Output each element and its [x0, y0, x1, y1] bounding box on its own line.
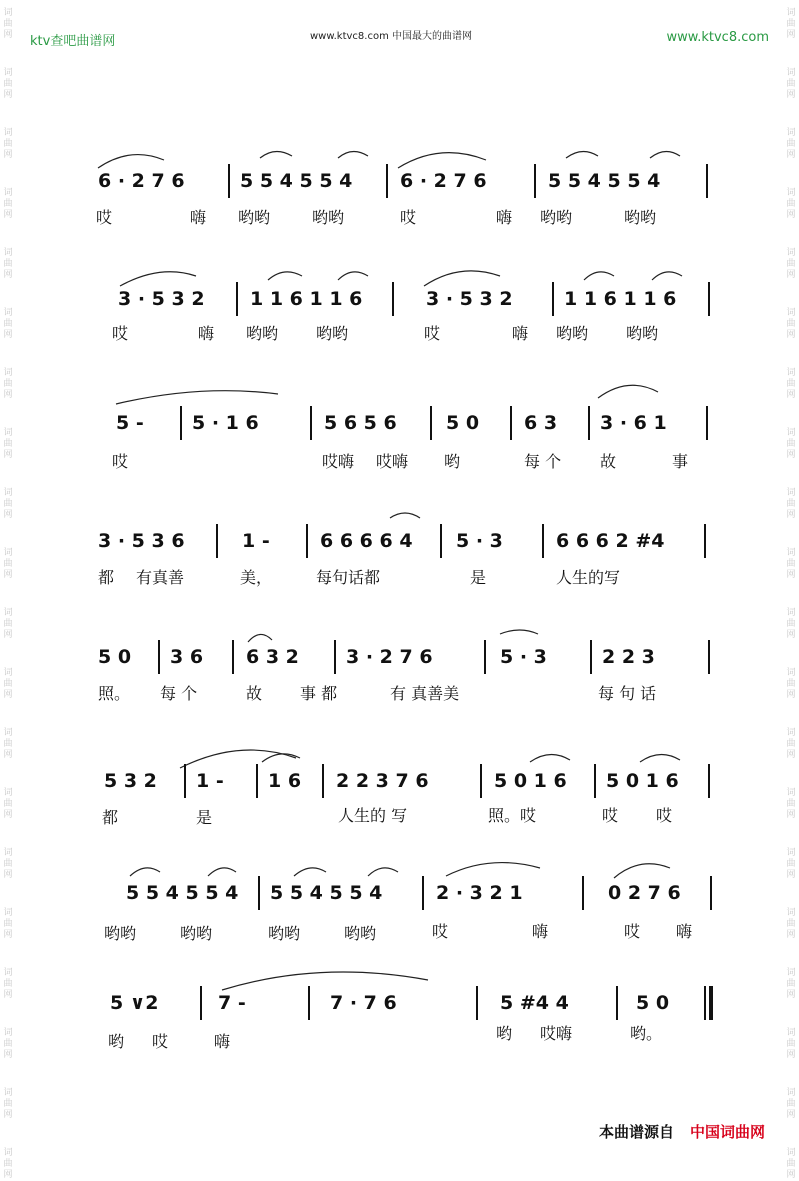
notes-3-m5: 6 3: [524, 412, 558, 434]
lyric: 嗨: [512, 324, 529, 343]
lyric: 每 个: [160, 684, 198, 703]
side-watermark-text: 词 曲 网: [786, 1088, 796, 1120]
barline: [422, 876, 424, 910]
lyric: 故: [600, 452, 617, 471]
barline: [158, 640, 160, 674]
side-watermark-text: 词 曲 网: [3, 128, 13, 160]
lyric: 哎嗨: [322, 452, 355, 471]
lyric: 是: [196, 808, 213, 827]
notes-5-m2: 3 6: [170, 646, 204, 668]
barline: [542, 524, 544, 558]
notes-1-m2: 5 5 4 5 5 4: [240, 170, 353, 192]
lyric: 哎: [96, 208, 113, 227]
side-watermark-text: 词 曲 网: [3, 908, 13, 940]
barline: [216, 524, 218, 558]
notes-3-m6: 3 · 6 1: [600, 412, 667, 434]
lyric: 哟哟: [312, 208, 345, 227]
barline: [334, 640, 336, 674]
notes-2-m1: 3 · 5 3 2: [118, 288, 205, 310]
lyric: 嗨: [190, 208, 207, 227]
side-watermark-text: 词 曲 网: [3, 248, 13, 280]
lyric: 哎: [602, 806, 619, 825]
barline: [308, 986, 310, 1020]
notes-7-m4: 0 2 7 6: [608, 882, 681, 904]
lyric: 嗨: [532, 922, 549, 941]
notes-4-m4: 5 · 3: [456, 530, 503, 552]
header-site-url-right[interactable]: www.ktvc8.com: [666, 30, 769, 45]
lyric: 哟哟: [246, 324, 279, 343]
notes-5-m3: 6 3 2: [246, 646, 299, 668]
barline: [392, 282, 394, 316]
lyric: 都: [98, 568, 115, 587]
footer-source-link[interactable]: 中国词曲网: [689, 1123, 765, 1141]
lyric: 事 都: [300, 684, 338, 703]
side-watermark-text: 词 曲 网: [3, 1028, 13, 1060]
barline: [180, 406, 182, 440]
barline: [710, 876, 712, 910]
barline: [594, 764, 596, 798]
lyric: 每 个: [524, 452, 562, 471]
notes-2-m2: 1 1 6 1 1 6: [250, 288, 363, 310]
lyric: 哎: [424, 324, 441, 343]
lyric: 哟哟: [556, 324, 589, 343]
side-watermark-text: 词 曲 网: [786, 188, 796, 220]
notes-5-m4: 3 · 2 7 6: [346, 646, 433, 668]
barline: [552, 282, 554, 316]
notes-5-m1: 5 0: [98, 646, 132, 668]
notes-8-m3: 7 · 7 6: [330, 992, 397, 1014]
barline: [706, 406, 708, 440]
barline: [184, 764, 186, 798]
side-watermark-text: 词 曲 网: [786, 1148, 796, 1180]
header-site-name-left[interactable]: ktv查吧曲谱网: [30, 34, 116, 49]
footer-source: [599, 1121, 765, 1142]
notes-6-m3: 1 6: [268, 770, 302, 792]
side-watermark-text: 词 曲 网: [786, 308, 796, 340]
lyric: 哟: [444, 452, 461, 471]
barline: [590, 640, 592, 674]
lyric: 美，: [240, 568, 273, 587]
side-watermark-text: 词 曲 网: [786, 608, 796, 640]
notes-4-m2: 1 -: [242, 530, 270, 552]
notes-8-m2: 7 -: [218, 992, 246, 1014]
barline: [386, 164, 388, 198]
barline: [236, 282, 238, 316]
notes-6-m5: 5 0 1 6: [494, 770, 567, 792]
barline: [228, 164, 230, 198]
side-watermark-text: 词 曲 网: [786, 428, 796, 460]
lyric: 哎: [112, 324, 129, 343]
lyric: 嗨: [676, 922, 693, 941]
side-watermark-text: 词 曲 网: [786, 8, 796, 40]
side-watermark-text: 词 曲 网: [3, 428, 13, 460]
side-watermark-text: 词 曲 网: [3, 8, 13, 40]
lyric: 哎: [656, 806, 673, 825]
lyric: 每 句 话: [598, 684, 657, 703]
lyric: 有 真善美: [390, 684, 460, 703]
lyric: 哟哟: [238, 208, 271, 227]
lyric: 哎: [152, 1032, 169, 1051]
barline: [440, 524, 442, 558]
notes-6-m6: 5 0 1 6: [606, 770, 679, 792]
side-watermark-text: 词 曲 网: [786, 908, 796, 940]
barline: [616, 986, 618, 1020]
lyric: 哟哟: [540, 208, 573, 227]
barline: [706, 164, 708, 198]
notes-8-m4: 5 #4 4: [500, 992, 569, 1014]
lyric: 嗨: [496, 208, 513, 227]
lyric: 是: [470, 568, 487, 587]
barline: [258, 876, 260, 910]
side-watermark-text: 词 曲 网: [786, 848, 796, 880]
side-watermark-text: 词 曲 网: [786, 248, 796, 280]
barline: [306, 524, 308, 558]
side-watermark-text: 词 曲 网: [786, 968, 796, 1000]
notes-6-m1: 5 3 2: [104, 770, 157, 792]
side-watermark-text: 词 曲 网: [3, 188, 13, 220]
lyric: 哟哟: [626, 324, 659, 343]
notes-8-m5: 5 0: [636, 992, 670, 1014]
final-barline-thin: [704, 986, 706, 1020]
notes-1-m1: 6 · 2 7 6: [98, 170, 185, 192]
side-watermark-text: 词 曲 网: [786, 548, 796, 580]
lyric: 哟。: [630, 1024, 663, 1043]
lyric: 哎: [624, 922, 641, 941]
side-watermark-text: 词 曲 网: [3, 68, 13, 100]
barline: [582, 876, 584, 910]
side-watermark-text: 词 曲 网: [3, 1148, 13, 1180]
notes-6-m4: 2 2 3 7 6: [336, 770, 429, 792]
notes-4-m5: 6 6 6 2 #4: [556, 530, 665, 552]
notes-8-m1: 5 ∨2: [110, 992, 159, 1014]
barline: [708, 640, 710, 674]
notes-7-m1: 5 5 4 5 5 4: [126, 882, 239, 904]
side-watermark-text: 词 曲 网: [3, 848, 13, 880]
barline: [704, 524, 706, 558]
lyric: 有真善: [136, 568, 185, 587]
side-watermark-text: 词 曲 网: [3, 368, 13, 400]
barline: [588, 406, 590, 440]
side-watermark-text: 词 曲 网: [3, 608, 13, 640]
side-watermark-text: 词 曲 网: [786, 1028, 796, 1060]
header-site-tagline[interactable]: www.ktvc8.com 中国最大的曲谱网: [310, 31, 473, 42]
notes-4-m1: 3 · 5 3 6: [98, 530, 185, 552]
side-watermark-text: 词 曲 网: [786, 68, 796, 100]
lyric: 嗨: [214, 1032, 231, 1051]
lyric: 哟: [496, 1024, 513, 1043]
barline: [310, 406, 312, 440]
side-watermark-text: 词 曲 网: [3, 1088, 13, 1120]
notes-4-m3: 6 6 6 6 4: [320, 530, 413, 552]
lyric: 哟哟: [316, 324, 349, 343]
side-watermark-text: 词 曲 网: [3, 728, 13, 760]
lyric: 事: [672, 452, 689, 471]
barline: [200, 986, 202, 1020]
side-watermark-text: 词 曲 网: [3, 788, 13, 820]
lyric: 哟哟: [624, 208, 657, 227]
lyric: 哟哟: [104, 924, 137, 943]
lyric: 哎: [112, 452, 129, 471]
side-watermark-text: 词 曲 网: [786, 488, 796, 520]
barline: [480, 764, 482, 798]
barline: [322, 764, 324, 798]
lyric: 哟哟: [268, 924, 301, 943]
notes-7-m2: 5 5 4 5 5 4: [270, 882, 383, 904]
lyric: 哟: [108, 1032, 125, 1051]
notes-3-m3: 5 6 5 6: [324, 412, 397, 434]
barline: [232, 640, 234, 674]
notes-2-m3: 3 · 5 3 2: [426, 288, 513, 310]
side-watermark-text: 词 曲 网: [3, 548, 13, 580]
side-watermark-text: 词 曲 网: [786, 668, 796, 700]
side-watermark-text: 词 曲 网: [3, 968, 13, 1000]
notes-1-m3: 6 · 2 7 6: [400, 170, 487, 192]
notes-3-m1: 5 -: [116, 412, 144, 434]
lyric: 哎: [432, 922, 449, 941]
notes-3-m2: 5 · 1 6: [192, 412, 259, 434]
side-watermark-text: 词 曲 网: [786, 128, 796, 160]
barline: [476, 986, 478, 1020]
notes-2-m4: 1 1 6 1 1 6: [564, 288, 677, 310]
notes-3-m4: 5 0: [446, 412, 480, 434]
barline: [708, 282, 710, 316]
notes-5-m5: 5 · 3: [500, 646, 547, 668]
notes-6-m2: 1 -: [196, 770, 224, 792]
notes-1-m4: 5 5 4 5 5 4: [548, 170, 661, 192]
lyric: 照。哎: [488, 806, 537, 825]
lyric: 哎: [400, 208, 417, 227]
lyric: 照。: [98, 684, 131, 703]
barline: [484, 640, 486, 674]
barline: [430, 406, 432, 440]
barline: [534, 164, 536, 198]
lyric: 人生的 写: [338, 806, 408, 825]
side-watermark-text: 词 曲 网: [786, 788, 796, 820]
lyric: 哎嗨: [540, 1024, 573, 1043]
side-watermark-text: 词 曲 网: [3, 488, 13, 520]
footer-source-label: 本曲谱源自: [598, 1123, 674, 1141]
side-watermark-text: 词 曲 网: [786, 728, 796, 760]
side-watermark-text: 词 曲 网: [3, 308, 13, 340]
lyric: 故: [246, 684, 263, 703]
side-watermark-text: 词 曲 网: [786, 368, 796, 400]
lyric: 人生的写: [556, 568, 621, 587]
lyric: 都: [102, 808, 119, 827]
notes-5-m6: 2 2 3: [602, 646, 655, 668]
side-watermark-text: 词 曲 网: [3, 668, 13, 700]
barline: [708, 764, 710, 798]
lyric: 哟哟: [180, 924, 213, 943]
notes-7-m3: 2 · 3 2 1: [436, 882, 523, 904]
barline: [256, 764, 258, 798]
left-watermark-strip: [0, 0, 16, 1180]
right-watermark-strip: [783, 0, 799, 1180]
final-barline-thick: [709, 986, 713, 1020]
lyric: 哟哟: [344, 924, 377, 943]
lyric: 哎嗨: [376, 452, 409, 471]
barline: [510, 406, 512, 440]
lyric: 嗨: [198, 324, 215, 343]
lyric: 每句话都: [316, 568, 381, 587]
